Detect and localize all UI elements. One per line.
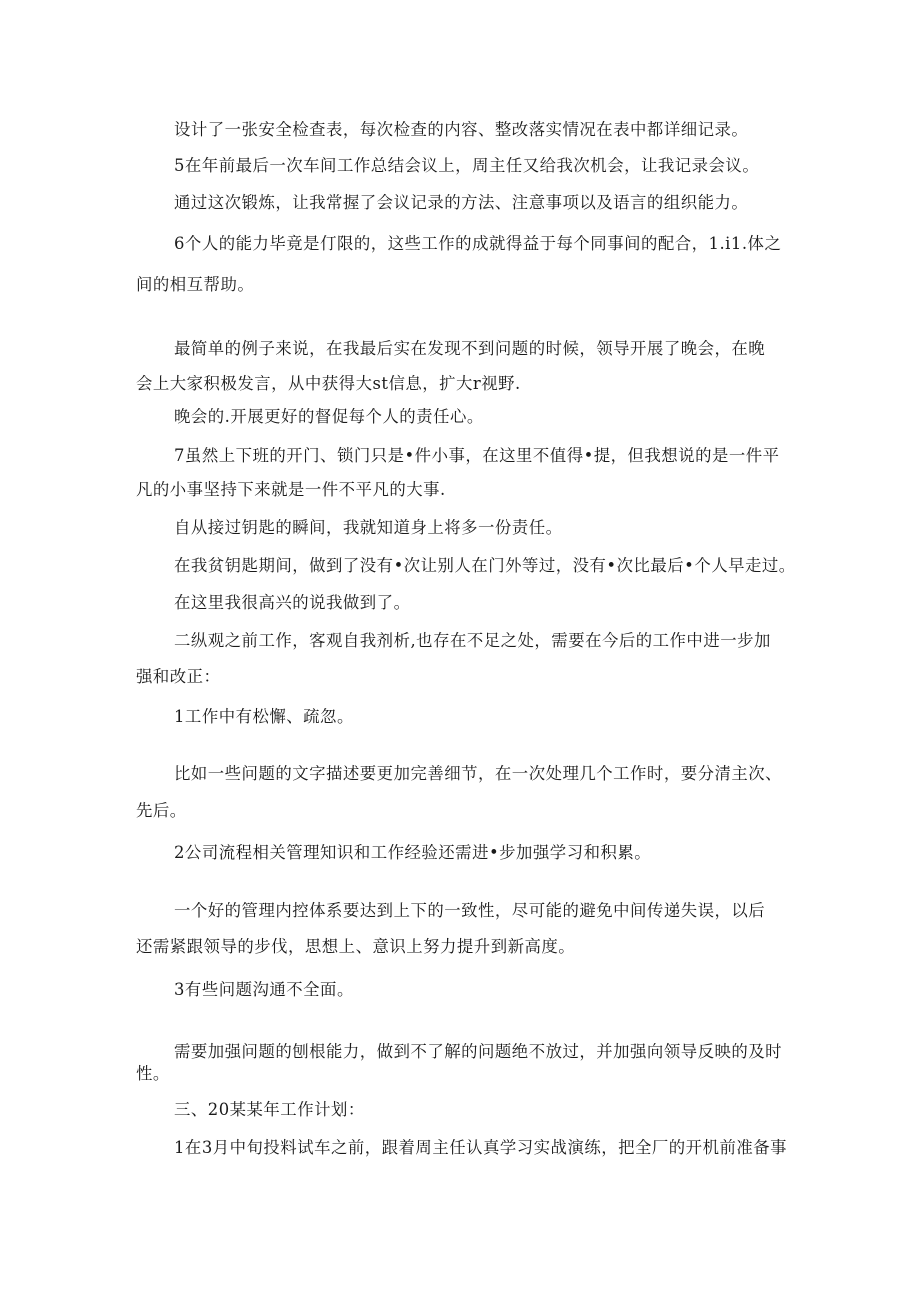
text-line: 还需紧跟领导的步伐，思想上、意识上努力提升到新高度。 [136, 937, 576, 956]
text-line: 5在年前最后一次车间工作总结会议上，周主任又给我次机会，让我记录会议。 [174, 156, 760, 175]
text-line: 1在3月中旬投料试车之前，跟着周主任认真学习实战演练，把全厂的开机前准备事 [174, 1138, 788, 1157]
text-line: 设计了一张安全检查表，每次检查的内容、整改落实情况在表中都详细记录。 [174, 120, 749, 139]
text-line: 会上大家积极发言，从中获得大st信息，扩大r视野. [136, 374, 521, 393]
text-line: 2公司流程相关管理知识和工作经验还需进•步加强学习和积累。 [174, 843, 652, 862]
text-line: 性。 [136, 1064, 170, 1083]
text-line: 三、20某某年工作计划： [174, 1100, 365, 1119]
text-line: 自从接过钥匙的瞬间，我就知道身上将多一份责任。 [174, 518, 563, 537]
text-line: 最简单的例子来说，在我最后实在发现不到问题的时候，领导开展了晚会，在晚 [174, 339, 766, 358]
text-line: 6个人的能力毕竟是仃限的，这些工作的成就得益于每个同事间的配合，1.i1.体之 [174, 234, 782, 253]
text-line: 间的相互帮助。 [136, 275, 255, 294]
text-line: 7虽然上下班的开门、锁门只是•件小事，在这里不值得•提，但我想说的是一件平 [174, 446, 780, 465]
text-line: 一个好的管理内控体系要达到上下的一致性，尽可能的避免中间传递失误，以后 [174, 901, 766, 920]
text-line: 在这里我很高兴的说我做到了。 [174, 593, 411, 612]
text-line: 在我贫钥匙期间，做到了没有•次让别人在门外等过，没有•次比最后•个人早走过。 [174, 556, 796, 575]
text-line: 强和改正： [136, 667, 221, 686]
text-line: 晚会的.开展更好的督促每个人的责任心。 [174, 407, 484, 426]
text-line: 3有些问题沟通不全面。 [174, 980, 354, 999]
text-line: 1工作中有松懈、疏忽。 [174, 707, 354, 726]
text-line: 二纵观之前工作，客观自我剂析,也存在不足之处，需要在今后的工作中进一步加 [174, 631, 771, 650]
text-line: 比如一些问题的文字描述要更加完善细节，在一次处理几个工作时，要分清主次、 [174, 764, 783, 783]
text-line: 需要加强问题的刨根能力，做到不了解的问题绝不放过，并加强向领导反映的及时 [174, 1042, 783, 1061]
text-line: 通过这次锻炼，让我常握了会议记录的方法、注意事项以及语言的组织能力。 [174, 193, 749, 212]
text-line: 先后。 [136, 801, 187, 820]
text-line: 凡的小事坚持下来就是一件不平凡的大事. [136, 480, 446, 499]
